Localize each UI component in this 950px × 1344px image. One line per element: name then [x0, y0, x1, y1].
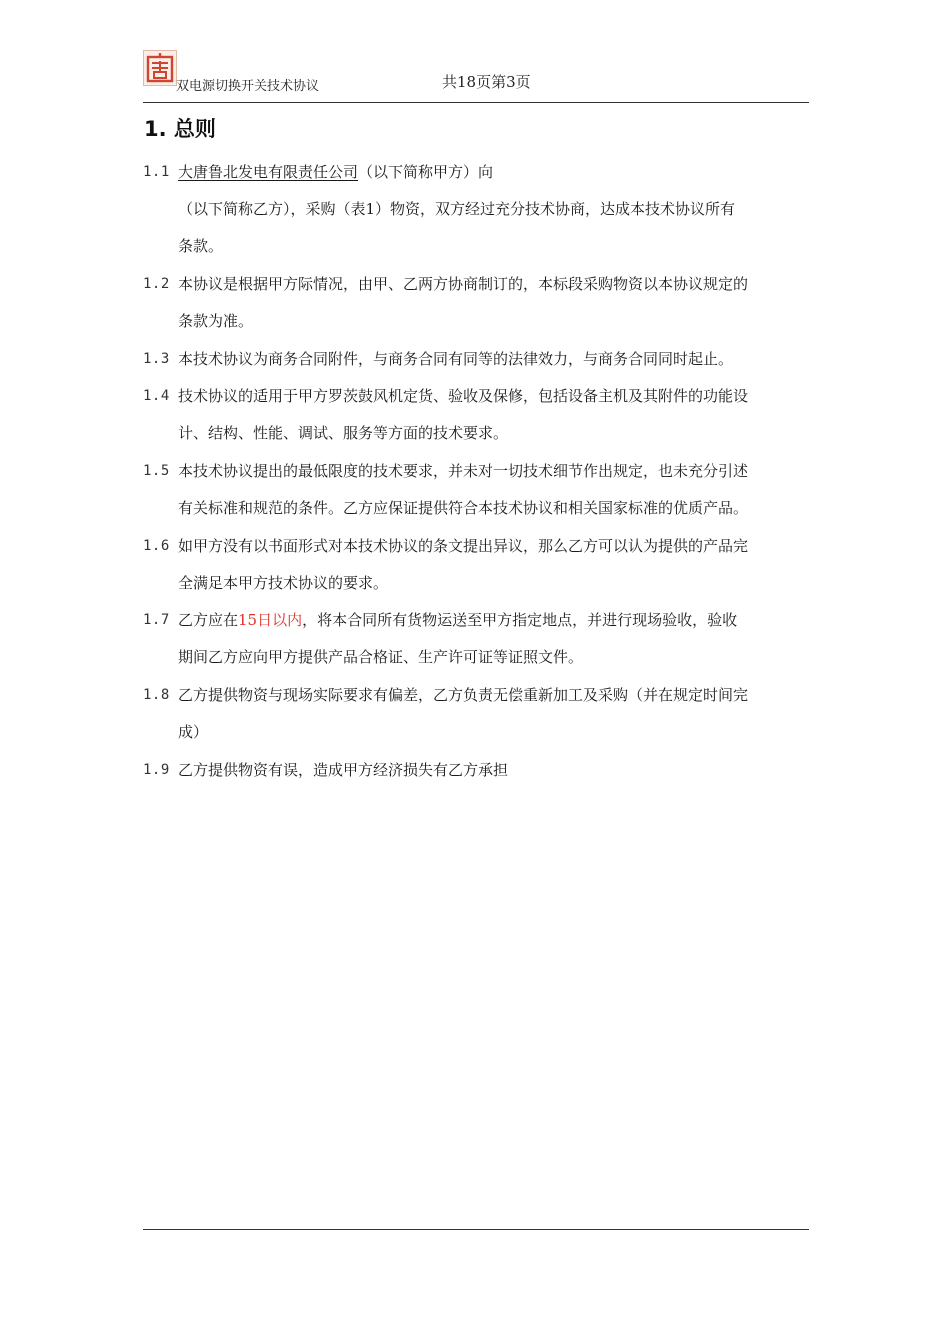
clause-line: 如甲方没有以书面形式对本技术协议的条文提出异议，那么乙方可以认为提供的产品完 [178, 537, 749, 555]
clause-1-2 [143, 266, 813, 340]
clause-1-6 [143, 528, 813, 602]
clause-line [178, 154, 813, 191]
logo-seal-icon [144, 51, 176, 85]
clause-1-7 [143, 602, 813, 676]
clause-line: 条款。 [178, 237, 224, 255]
clause-line: 成） [178, 723, 209, 741]
deadline-highlight: 15日以内 [238, 611, 303, 629]
clause-1-8 [143, 677, 813, 751]
clause-text: 乙方应在 [178, 611, 239, 629]
header-divider [143, 102, 809, 103]
clause-text: ，将本合同所有货物运送至甲方指定地点，并进行现场验收，验收 [302, 611, 738, 629]
clause-1-1 [143, 154, 813, 265]
clause-number: 1.8 [143, 687, 170, 703]
clause-line: 本协议是根据甲方际情况，由甲、乙两方协商制订的，本标段采购物资以本协议规定的 [178, 275, 749, 293]
clause-1-3 [143, 341, 813, 378]
clause-line: 乙方提供物资与现场实际要求有偏差，乙方负责无偿重新加工及采购（并在规定时间完 [178, 686, 749, 704]
clause-line: 有关标准和规范的条件。乙方应保证提供符合本技术协议和相关国家标准的优质产品。 [178, 499, 749, 517]
footer-divider [143, 1229, 809, 1230]
clause-number: 1.6 [143, 538, 170, 554]
page-header [143, 50, 809, 102]
clause-line [178, 602, 813, 639]
clause-number: 1.7 [143, 612, 170, 628]
clause-number: 1.4 [143, 388, 170, 404]
clause-number: 1.9 [143, 762, 170, 778]
clause-line: 全满足本甲方技术协议的要求。 [178, 574, 389, 592]
clause-line: 期间乙方应向甲方提供产品合格证、生产许可证等证照文件。 [178, 648, 584, 666]
clause-1-9 [143, 752, 813, 789]
clause-line: 技术协议的适用于甲方罗茨鼓风机定货、验收及保修，包括设备主机及其附件的功能设 [178, 387, 749, 405]
document-title: 双电源切换开关技术协议 [176, 79, 320, 94]
clause-1-5 [143, 453, 813, 527]
company-logo [143, 50, 177, 86]
clause-line: 乙方提供物资有误，造成甲方经济损失有乙方承担 [178, 761, 509, 779]
clause-line: 本技术协议为商务合同附件，与商务合同有同等的法律效力，与商务合同同时起止。 [178, 350, 734, 368]
company-name-link: 大唐鲁北发电有限责任公司 [178, 163, 359, 181]
clause-text: （以下简称甲方）向 [358, 163, 494, 181]
clause-number: 1.5 [143, 463, 170, 479]
clause-line: 本技术协议提出的最低限度的技术要求，并未对一切技术细节作出规定，也未充分引述 [178, 462, 749, 480]
section-title: 1. 总则 [144, 117, 216, 141]
clause-line: （以下简称乙方），采购（表1）物资，双方经过充分技术协商，达成本技术协议所有 [178, 200, 736, 218]
clause-1-4 [143, 378, 813, 452]
clause-number: 1.1 [143, 164, 170, 180]
page-counter: 共18页第3页 [442, 73, 531, 91]
clause-number: 1.3 [143, 351, 170, 367]
clause-number: 1.2 [143, 276, 170, 292]
clause-line: 条款为准。 [178, 312, 254, 330]
clause-line: 计、结构、性能、调试、服务等方面的技术要求。 [178, 424, 509, 442]
